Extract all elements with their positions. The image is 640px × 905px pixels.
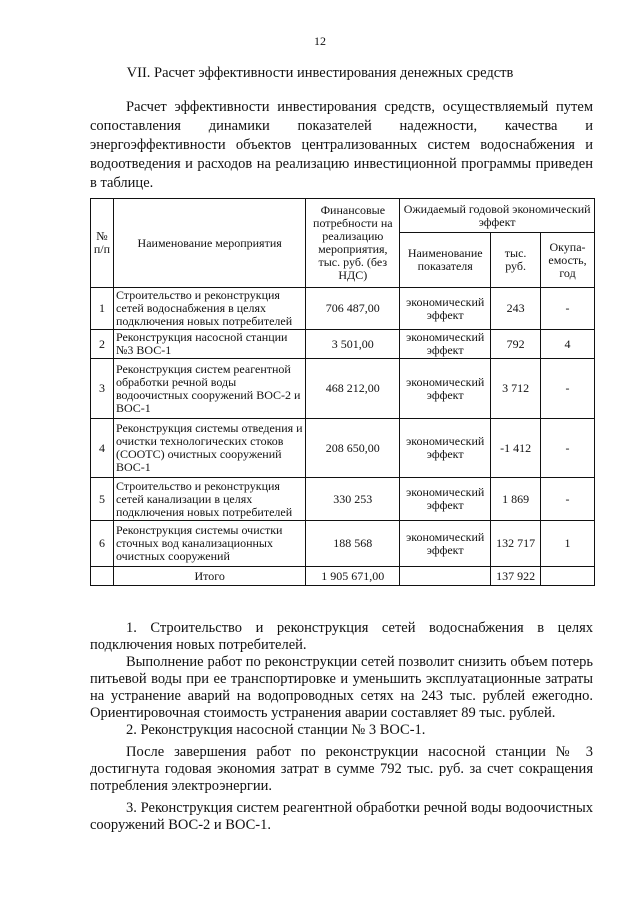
row-num: 2 [91,330,114,359]
row-value: 1 869 [491,478,541,521]
row-value: 3 712 [491,359,541,419]
row-name: Реконструкция насосной станции №3 ВОС-1 [113,330,305,359]
row-num: 4 [91,419,114,478]
row-payback: 1 [541,521,595,567]
row-finance: 208 650,00 [306,419,400,478]
row-payback: - [541,359,595,419]
header-name: Наименование мероприятия [113,199,305,288]
row-payback: - [541,419,595,478]
row-payback: 4 [541,330,595,359]
total-indicator [400,567,491,586]
row-finance: 706 487,00 [306,288,400,330]
row-indicator: экономический эффект [400,288,491,330]
total-num [91,567,114,586]
row-value: -1 412 [491,419,541,478]
row-indicator: экономический эффект [400,478,491,521]
row-indicator: экономический эффект [400,419,491,478]
header-payback: Окупа-емость, год [541,233,595,288]
row-indicator: экономический эффект [400,359,491,419]
total-value: 137 922 [491,567,541,586]
efficiency-table [90,198,595,586]
item-heading-3: 3. Реконструкция систем реагентной обработки речной воды водоочистных сооружений ВОС-2 и ВОС-1. [90,800,593,833]
header-thousand-rub: тыс. руб. [491,233,541,288]
page-number: 12 [314,34,326,48]
table-row [91,288,595,330]
item-text-2: После завершения работ по реконструкции насосной станции № 3 достигнута годовая экономия затрат в сумме 792 тыс. руб. за счет сокращения потребления электроэнергии. [90,744,593,794]
row-name: Реконструкция систем реагентной обработки речной воды водоочистных сооружений ВОС-2 и ВОС-1 [113,359,305,419]
total-label: Итого [113,567,305,586]
description-block [90,620,593,834]
row-name: Строительство и реконструкция сетей канализации в целях подключения новых потребителей [113,478,305,521]
total-finance: 1 905 671,00 [306,567,400,586]
row-finance: 468 212,00 [306,359,400,419]
item-text-1: Выполнение работ по реконструкции сетей позволит снизить объем потерь питьевой воды при ее транспортировке и уменьшить эксплуатационные затраты на устранение аварий на водопроводных сетях на 243 тыс. рублей ежегодно. Ориентировочная стоимость устранения аварии составляет 89 тыс. рублей. [90,654,593,721]
row-num: 6 [91,521,114,567]
row-value: 792 [491,330,541,359]
row-value: 243 [491,288,541,330]
row-payback: - [541,478,595,521]
row-name: Реконструкция системы очистки сточных вод канализационных очистных сооружений [113,521,305,567]
row-name: Реконструкция системы отведения и очистки технологических стоков (СООТС) очистных сооружений ВОС-1 [113,419,305,478]
row-value: 132 717 [491,521,541,567]
header-finance: Финансовые потребности на реализацию мероприятия, тыс. руб. (без НДС) [306,199,400,288]
row-finance: 188 568 [306,521,400,567]
row-finance: 3 501,00 [306,330,400,359]
table-row [91,419,595,478]
header-indicator: Наименование показателя [400,233,491,288]
item-heading-2: 2. Реконструкция насосной станции № 3 ВОС-1. [126,722,426,738]
row-name: Строительство и реконструкция сетей водоснабжения в целях подключения новых потребителей [113,288,305,330]
row-payback: - [541,288,595,330]
total-payback [541,567,595,586]
table-row [91,478,595,521]
section-title: VII. Расчет эффективности инвестирования денежных средств [126,65,514,81]
header-effect-group: Ожидаемый годовой экономический эффект [400,199,595,233]
row-num: 5 [91,478,114,521]
table-row [91,521,595,567]
row-num: 1 [91,288,114,330]
table-row [91,359,595,419]
row-num: 3 [91,359,114,419]
row-indicator: экономический эффект [400,521,491,567]
table-row [91,330,595,359]
total-row [91,567,595,586]
row-finance: 330 253 [306,478,400,521]
row-indicator: экономический эффект [400,330,491,359]
item-heading-1: 1. Строительство и реконструкция сетей водоснабжения в целях подключения новых потребителей. [90,620,593,653]
header-num: № п/п [91,199,114,288]
intro-paragraph: Расчет эффективности инвестирования средств, осуществляемый путем сопоставления динамики показателей надежности, качества и энергоэффективности объектов централизованных систем водоснабжения и водоотведения и расходов на реализацию инвестиционной программы приведен в таблице. [90,99,593,191]
